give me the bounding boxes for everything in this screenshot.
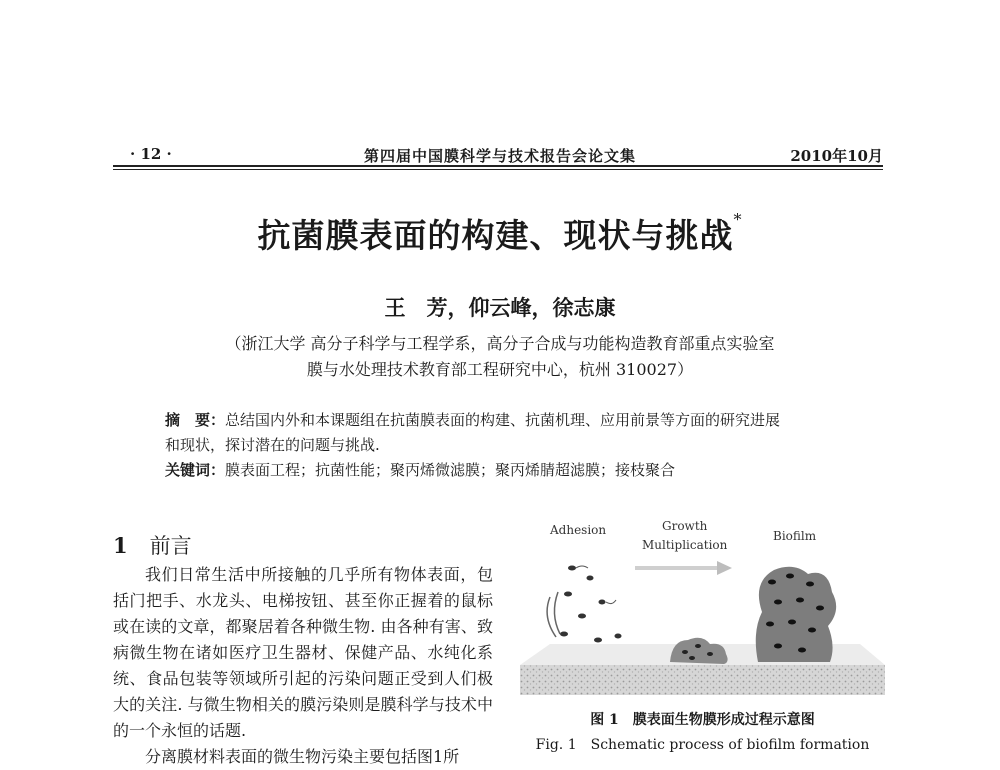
header-rule-thin [113,169,883,170]
paper-title-text: 抗菌膜表面的构建、现状与挑战 [257,216,734,255]
body-paragraph [113,562,493,770]
mature-biofilm [756,567,836,662]
body-next-line: 分离膜材料表面的微生物污染主要包括图1所 [145,747,460,766]
abstract [165,408,845,483]
keywords-text: 膜表面工程；抗菌性能；聚丙烯微滤膜；聚丙烯腈超滤膜；接枝聚合 [225,461,676,479]
keywords-label: 关键词： [165,461,226,479]
abstract-text-1: 总结国内外和本课题组在抗菌膜表面的构建、抗菌机理、应用前景等方面的研究进展 [225,411,781,429]
label-growth: Growth [662,519,708,533]
growing-colony [670,638,728,664]
abstract-label: 摘 要： [165,411,226,429]
figure-caption-cn: 图 1 膜表面生物膜形成过程示意图 [590,712,815,728]
journal-title: 第四届中国膜科学与技术报告会论文集 [363,147,636,165]
title-footnote-mark: * [733,210,743,229]
issue-date: 2010年10月 [790,147,883,165]
surface-substrate [520,665,885,695]
page-number: · 12 · [130,145,172,163]
paper-title [0,210,1000,257]
section-title: 前言 [149,534,192,558]
label-multiplication: Multiplication [642,538,728,552]
section-number: 1 [113,533,128,558]
header-rule [113,165,883,167]
adhering-microbes [547,566,621,643]
abstract-text-2: 和现状，探讨潜在的问题与挑战. [165,436,380,454]
label-biofilm: Biofilm [773,529,817,543]
body-paragraph-text: 我们日常生活中所接触的几乎所有物体表面，包括门把手、水龙头、电梯按钮、甚至你正握着的鼠标或在读的文章，都聚居着各种微生物. 由各种有害、致病微生物在诸如医疗卫生器材、保健产品、水纯化系统、食品包装等领域所引起的污染问题正受到人们极大的关注. 与微生物相关的膜污染则是膜科学与技术中的一个永恒的话题. [113,565,493,740]
growth-arrow [635,561,732,575]
figure-caption-en: Fig. 1 Schematic process of biofilm formation [535,737,870,753]
affiliation-line-2: 膜与水处理技术教育部工程研究中心，杭州 310027） [306,360,694,379]
biofilm-figure [520,512,885,712]
section-heading [113,530,192,560]
label-adhesion: Adhesion [550,523,607,537]
affiliation-line-1: （浙江大学 高分子科学与工程学系，高分子合成与功能构造教育部重点实验室 [225,334,775,353]
author-list: 王 芳，仰云峰，徐志康 [384,295,616,320]
